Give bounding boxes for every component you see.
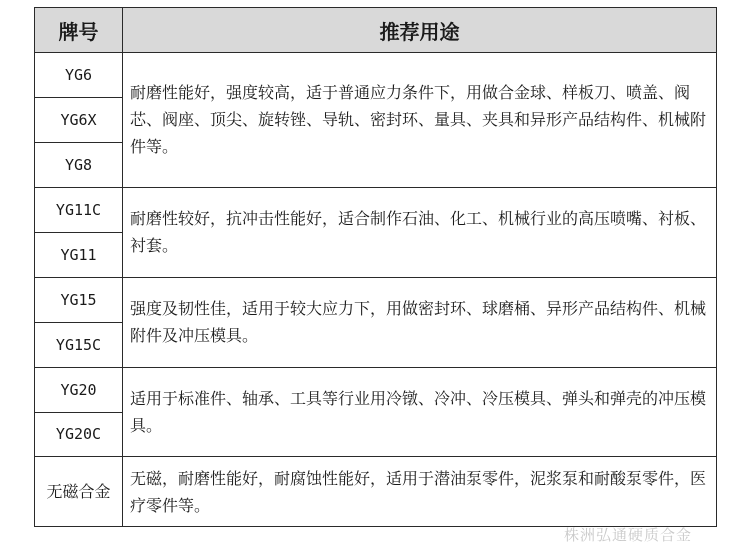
grade-column-header: 牌号: [35, 8, 123, 53]
usage-cell: 适用于标准件、轴承、工具等行业用冷镦、冷冲、冷压模具、弹头和弹壳的冲压模具。: [123, 367, 717, 457]
grade-label-nonmagnetic: 无磁合金: [46, 481, 111, 501]
table-row: [35, 187, 717, 232]
grade-cell: YG11: [35, 232, 123, 277]
grade-cell: YG15: [35, 277, 123, 322]
table-header-row: [35, 8, 717, 53]
table-row: [35, 53, 717, 98]
usage-cell: 无磁，耐磨性能好，耐腐蚀性能好，适用于潜油泵零件，泥浆泵和耐酸泵零件，医疗零件等。: [123, 457, 717, 527]
grade-cell: YG6: [35, 53, 123, 98]
table-row: [35, 457, 717, 527]
usage-cell: 耐磨性能好，强度较高，适于普通应力条件下，用做合金球、样板刀、喷盖、阀芯、阀座、顶尖、旋转锉、导轨、密封环、量具、夹具和异形产品结构件、机械附件等。: [123, 53, 717, 188]
grade-cell: [35, 457, 123, 527]
company-watermark: 株洲弘通硬质合金: [563, 526, 692, 544]
usage-column-header: 推荐用途: [123, 8, 717, 53]
grade-cell: YG11C: [35, 187, 123, 232]
grade-cell: YG20C: [35, 412, 123, 457]
usage-cell: 耐磨性较好，抗冲击性能好，适合制作石油、化工、机械行业的高压喷嘴、衬板、衬套。: [123, 187, 717, 277]
grade-usage-table: [34, 7, 717, 527]
grade-cell: YG8: [35, 142, 123, 187]
grade-cell: YG6X: [35, 97, 123, 142]
grade-cell: YG15C: [35, 322, 123, 367]
table-row: [35, 367, 717, 412]
grade-cell: YG20: [35, 367, 123, 412]
table-row: [35, 277, 717, 322]
usage-cell: 强度及韧性佳，适用于较大应力下，用做密封环、球磨桶、异形产品结构件、机械附件及冲压模具。: [123, 277, 717, 367]
